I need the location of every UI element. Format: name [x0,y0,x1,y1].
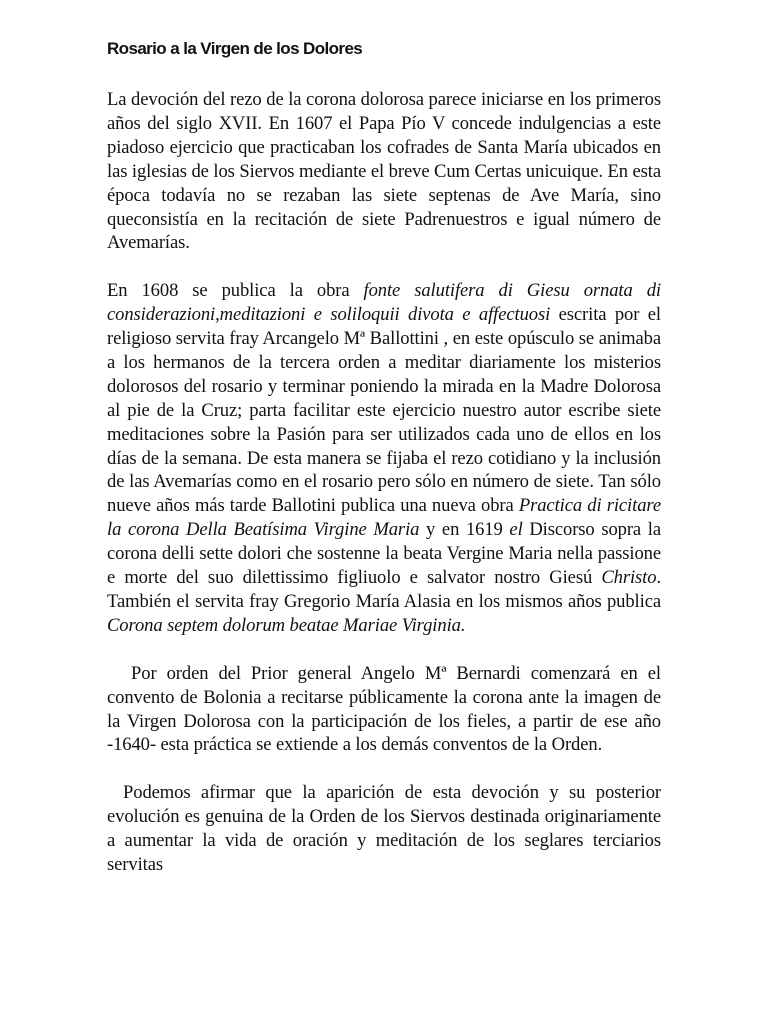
paragraph-1: La devoción del rezo de la corona dolorosa parece iniciarse en los primeros años del siglo XVII. En 1607 el Papa Pío V concede indulgencias a este piadoso ejercicio que practicaban los cofrades de Santa María ubicados en las iglesias de los Siervos mediante el breve Cum Certas unicuique. En esta época todavía no se rezaban las siete septenas de Ave María, sino queconsistía en la recitación de siete Padrenuestros e igual número de Avemarías. [107,89,661,254]
paragraph-2-italic-title-3: Corona septem dolorum beatae Mariae Virginia. [107,614,466,636]
paragraph-2-text-5: . También el servita fray Gregorio María Alasia en los mismos años publica [107,567,661,613]
paragraph-3: Por orden del Prior general Angelo Mª Bernardi comenzará en el convento de Bolonia a recitarse públicamente la corona ante la imagen de la Virgen Dolorosa con la participación de los fieles, a partir de ese año -1640- esta práctica se extiende a los demás conventos de la Orden. [107,662,661,756]
paragraph-2-italic-title-2: Practica di ricitare la corona Della Beatísima Virgine Maria [107,495,661,541]
paragraph-2-text-1: En 1608 se publica la obra [107,280,364,302]
paragraph-4: Podemos afirmar que la aparición de esta devoción y su posterior evolución es genuina de la Orden de los Siervos destinada originariamente a aumentar la vida de oración y meditación de los seglares terciarios servitas [107,782,661,875]
paragraph-2-italic-title-1: fonte salutifera di Giesu ornata di considerazioni,meditazioni e soliloquii divota e affectuosi [107,280,661,326]
paragraph-2-text-2: escrita por el religioso servita fray Arcangelo Mª Ballottini , en este opúsculo se animaba a los hermanos de la tercera orden a meditar diariamente los misterios dolorosos del rosario y terminar poniendo la mirada en la Madre Dolorosa al pie de la Cruz; parta facilitar este ejercicio nuestro autor escribe siete meditaciones sobre la Pasión para ser utilizados cada uno de ellos en los días de la semana. De esta manera se fijaba el rezo cotidiano y la inclusión de las Avemarías como en el rosario pero sólo en número de siete. Tan sólo nueve años más tarde Ballotini publica una nueva obra [107,304,661,517]
document-title: Rosario a la Virgen de los Dolores [107,39,363,58]
paragraph-2-text-3: y en 1619 [419,519,510,541]
paragraph-2-italic-el: el [509,519,523,541]
paragraph-2-text-4: Discorso sopra la corona delli sette dolori che sostenne la beata Vergine Maria nella passione e morte del suo dilettissimo figliuolo e salvator nostro Giesú [107,519,661,589]
paragraph-2-italic-christo: Christo [601,567,657,589]
paragraph-2 [107,279,661,638]
document-page [107,36,661,901]
